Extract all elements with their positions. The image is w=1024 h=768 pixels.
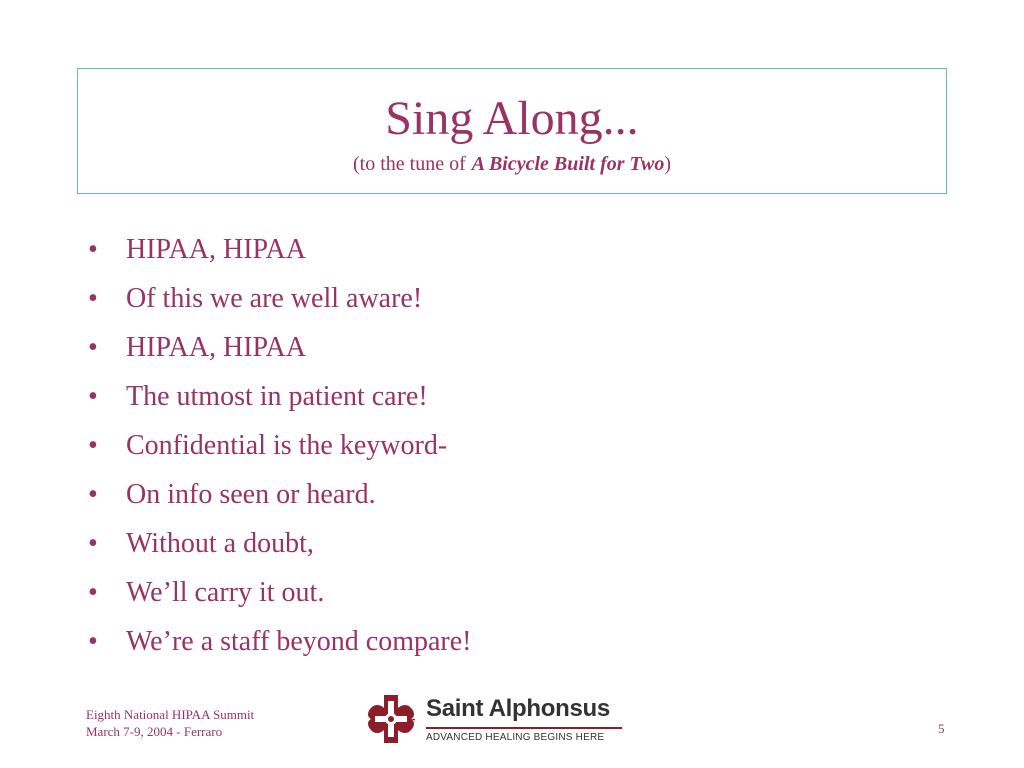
lyrics-list (88, 225, 472, 666)
title-box (77, 68, 947, 194)
bullet-icon: • (88, 381, 98, 412)
list-item (88, 323, 472, 372)
logo-name: Saint Alphonsus (426, 695, 610, 722)
bullet-icon: • (88, 577, 98, 608)
list-item-text: We’ll carry it out. (126, 577, 325, 608)
list-item (88, 372, 472, 421)
list-item (88, 421, 472, 470)
bullet-icon: • (88, 528, 98, 559)
bullet-icon: • (88, 430, 98, 461)
bullet-icon: • (88, 283, 98, 314)
bullet-icon: • (88, 234, 98, 265)
footer-event: Eighth National HIPAA Summit (86, 707, 255, 722)
list-item-text: Of this we are well aware! (126, 283, 423, 314)
list-item-text: HIPAA, HIPAA (126, 332, 306, 363)
list-item-text: Confidential is the keyword- (126, 430, 448, 461)
list-item (88, 470, 472, 519)
saint-alphonsus-logo (364, 688, 626, 750)
list-item-text: Without a doubt, (126, 528, 314, 559)
list-item (88, 568, 472, 617)
list-item (88, 274, 472, 323)
list-item-text: We’re a staff beyond compare! (126, 626, 472, 657)
subtitle-prefix: (to the tune of (352, 153, 466, 175)
logo-divider (426, 727, 622, 729)
list-item (88, 617, 472, 666)
bullet-icon: • (88, 479, 98, 510)
list-item-text: On info seen or heard. (126, 479, 376, 510)
cross-logo-icon (364, 692, 418, 746)
list-item-text: HIPAA, HIPAA (126, 234, 306, 265)
subtitle-work-title: A Bicycle Built for Two (471, 153, 665, 175)
page-number: 5 (938, 721, 945, 736)
slide-subtitle (78, 151, 946, 177)
bullet-icon: • (88, 332, 98, 363)
footer-date-author: March 7-9, 2004 - Ferraro (86, 724, 223, 739)
list-item (88, 519, 472, 568)
list-item-text: The utmost in patient care! (126, 381, 428, 412)
bullet-icon: • (88, 626, 98, 657)
slide-title: Sing Along... (385, 92, 639, 145)
footer-info (86, 706, 254, 740)
list-item (88, 225, 472, 274)
logo-tagline: ADVANCED HEALING BEGINS HERE (426, 732, 605, 743)
subtitle-suffix: ) (664, 153, 671, 175)
